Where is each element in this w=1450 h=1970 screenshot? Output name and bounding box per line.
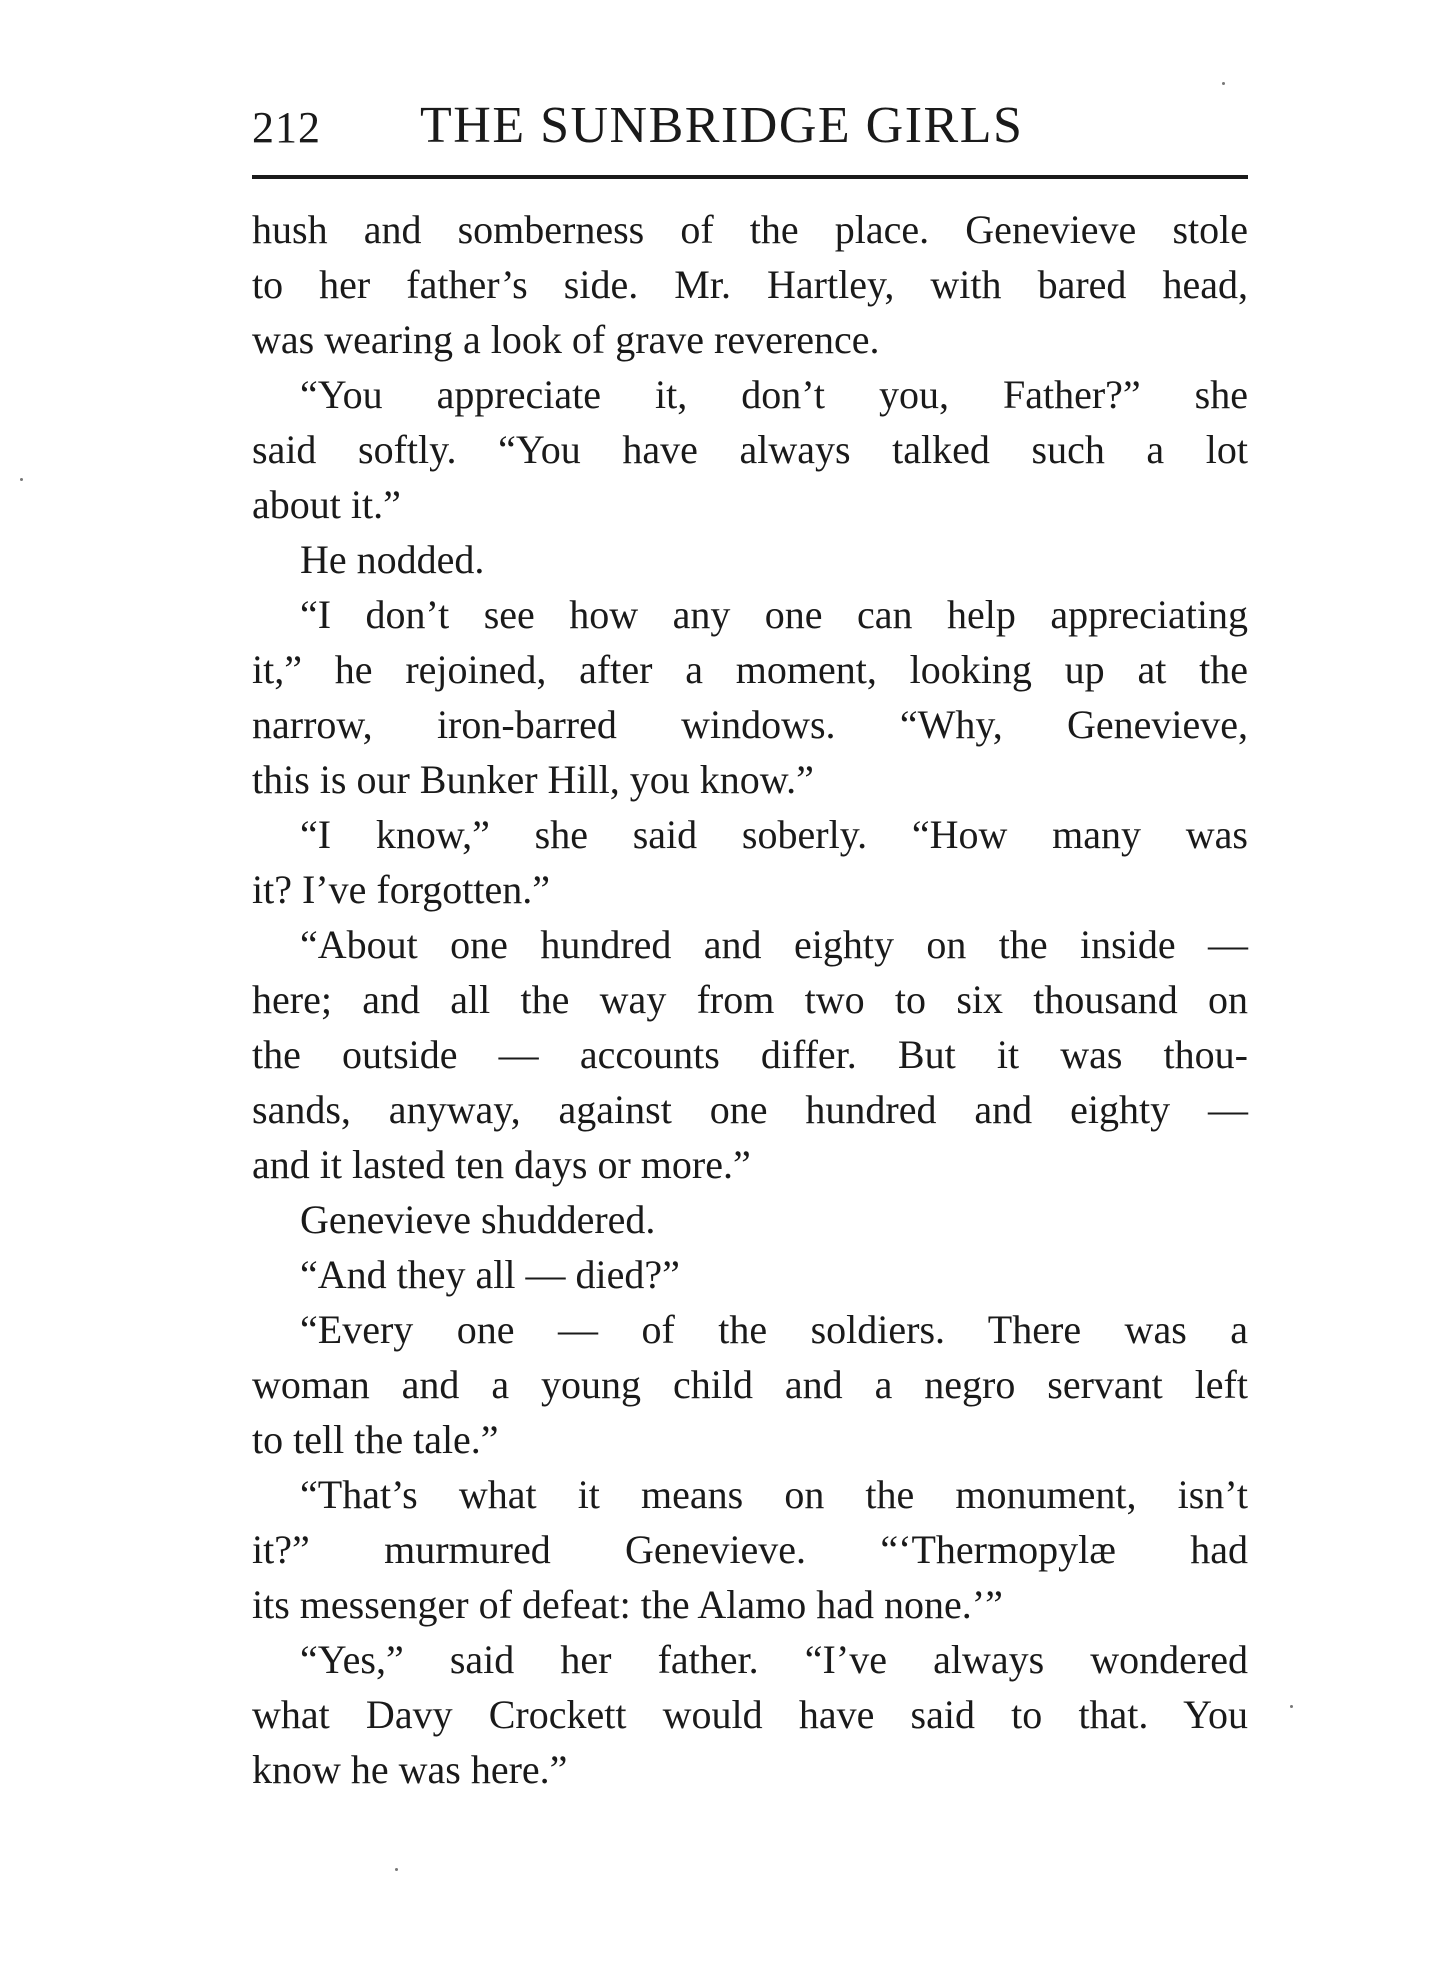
- text-line: “I know,” she said soberly. “How many was: [300, 812, 1248, 857]
- text-line: “I don’t see how any one can help appreciating: [300, 592, 1248, 637]
- running-title: THE SUNBRIDGE GIRLS: [420, 97, 1024, 154]
- scan-speck: [20, 478, 23, 481]
- text-line: “About one hundred and eighty on the inside —: [300, 922, 1248, 967]
- scan-speck: [395, 1868, 398, 1871]
- body-text: [252, 202, 1248, 1797]
- text-line: woman and a young child and a negro servant left: [252, 1362, 1248, 1407]
- text-line: the outside — accounts differ. But it was thou-: [252, 1032, 1248, 1077]
- scan-speck: [1290, 1705, 1293, 1708]
- text-line: know he was here.”: [252, 1747, 568, 1792]
- page-header: [252, 96, 1248, 158]
- text-line: it?” murmured Genevieve. “‘Thermopylæ had: [252, 1527, 1248, 1572]
- text-line: “Every one — of the soldiers. There was a: [300, 1307, 1248, 1352]
- text-line: what Davy Crockett would have said to that. You: [252, 1692, 1248, 1737]
- text-line: here; and all the way from two to six thousand on: [252, 977, 1248, 1022]
- text-line: narrow, iron-barred windows. “Why, Genevieve,: [252, 702, 1248, 747]
- text-line: sands, anyway, against one hundred and eighty —: [252, 1087, 1248, 1132]
- text-line: it? I’ve forgotten.”: [252, 867, 551, 912]
- text-line: about it.”: [252, 482, 401, 527]
- text-line: was wearing a look of grave reverence.: [252, 317, 880, 362]
- text-line: “That’s what it means on the monument, isn’t: [300, 1472, 1248, 1517]
- text-line: and it lasted ten days or more.”: [252, 1142, 751, 1187]
- scan-speck: [1222, 82, 1225, 85]
- text-line: its messenger of defeat: the Alamo had none.’”: [252, 1582, 1003, 1627]
- text-line: to her father’s side. Mr. Hartley, with bared head,: [252, 262, 1248, 307]
- text-line: “Yes,” said her father. “I’ve always wondered: [300, 1637, 1248, 1682]
- text-line: He nodded.: [300, 537, 485, 582]
- text-line: hush and somberness of the place. Genevieve stole: [252, 207, 1248, 252]
- text-line: to tell the tale.”: [252, 1417, 499, 1462]
- text-line: said softly. “You have always talked such a lot: [252, 427, 1248, 472]
- text-line: “And they all — died?”: [300, 1252, 680, 1297]
- text-line: Genevieve shuddered.: [300, 1197, 656, 1242]
- text-line: it,” he rejoined, after a moment, looking up at the: [252, 647, 1248, 692]
- page-number: 212: [252, 103, 321, 152]
- text-line: “You appreciate it, don’t you, Father?” she: [300, 372, 1248, 417]
- header-rule: [252, 175, 1248, 179]
- text-line: this is our Bunker Hill, you know.”: [252, 757, 814, 802]
